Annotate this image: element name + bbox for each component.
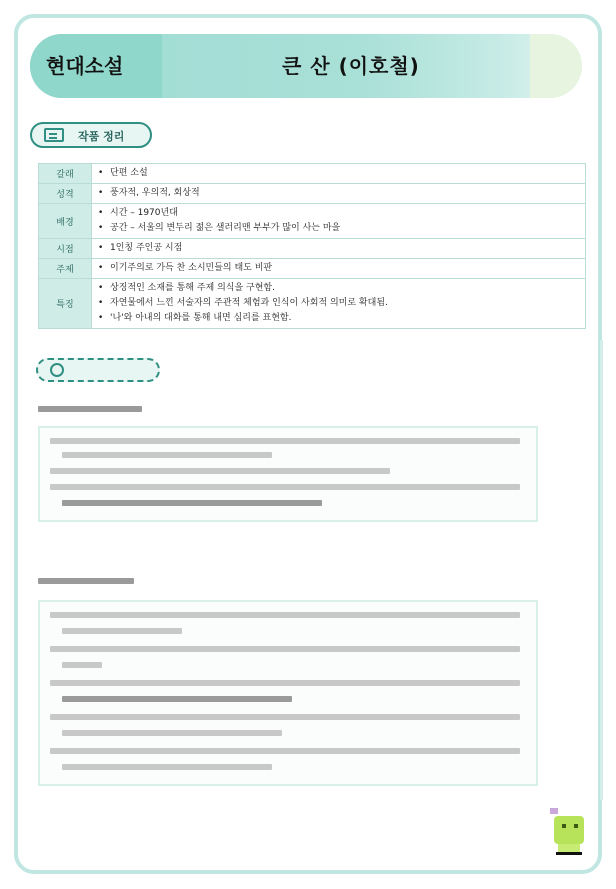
bullet-icon: • bbox=[98, 298, 104, 308]
summary-row-label: 특징 bbox=[39, 279, 92, 329]
summary-item-text: 자연물에서 느낀 서술자의 주관적 체험과 인식이 사회적 의미로 확대됨. bbox=[110, 298, 388, 308]
summary-row-label: 배경 bbox=[39, 204, 92, 239]
summary-item bbox=[98, 186, 579, 201]
bullet-icon: • bbox=[98, 188, 104, 198]
summary-item bbox=[98, 241, 579, 256]
section-heading bbox=[30, 122, 152, 148]
summary-item bbox=[98, 296, 579, 311]
summary-row-value bbox=[92, 164, 586, 184]
blurred-subheading-2 bbox=[38, 578, 134, 584]
summary-row-value bbox=[92, 184, 586, 204]
summary-item bbox=[98, 281, 579, 296]
summary-row-value bbox=[92, 204, 586, 239]
summary-item-text: '나'와 아내의 대화를 통해 내면 심리를 표현함. bbox=[110, 313, 292, 323]
summary-row bbox=[39, 259, 586, 279]
summary-item bbox=[98, 206, 579, 221]
bullet-icon: • bbox=[98, 223, 104, 233]
gear-icon bbox=[50, 363, 64, 377]
work-title: 큰 산 (이호철) bbox=[282, 54, 420, 78]
summary-row-label: 갈래 bbox=[39, 164, 92, 184]
side-decoration bbox=[600, 340, 603, 800]
summary-row bbox=[39, 184, 586, 204]
summary-item-text: 시간 – 1970년대 bbox=[110, 208, 178, 218]
mascot-icon bbox=[544, 806, 592, 858]
summary-item-text: 상징적인 소재를 통해 주제 의식을 구현함. bbox=[110, 283, 275, 293]
summary-row-label: 시점 bbox=[39, 239, 92, 259]
bullet-icon: • bbox=[98, 283, 104, 293]
summary-item-text: 공간 – 서울의 변두리 젊은 샐러리맨 부부가 많이 사는 마을 bbox=[110, 223, 341, 233]
summary-table bbox=[38, 163, 586, 329]
summary-item-text: 단편 소설 bbox=[110, 168, 148, 178]
bullet-icon: • bbox=[98, 208, 104, 218]
bullet-icon: • bbox=[98, 313, 104, 323]
summary-row-value bbox=[92, 259, 586, 279]
summary-item bbox=[98, 261, 579, 276]
summary-row bbox=[39, 279, 586, 329]
summary-row-label: 성격 bbox=[39, 184, 92, 204]
bullet-icon: • bbox=[98, 243, 104, 253]
summary-item-text: 풍자적, 우의적, 회상적 bbox=[110, 188, 200, 198]
summary-row-value bbox=[92, 239, 586, 259]
notepad-icon bbox=[44, 128, 64, 142]
section-heading-label: 작품 정리 bbox=[78, 130, 125, 143]
blurred-box-2 bbox=[38, 600, 538, 786]
summary-item bbox=[98, 166, 579, 181]
category-label: 현대소설 bbox=[46, 54, 124, 78]
blurred-box-1 bbox=[38, 426, 538, 522]
summary-row-value bbox=[92, 279, 586, 329]
summary-row bbox=[39, 204, 586, 239]
blurred-section-heading bbox=[36, 358, 160, 382]
summary-item-text: 이기주의로 가득 찬 소시민들의 태도 비판 bbox=[110, 263, 273, 273]
bullet-icon: • bbox=[98, 263, 104, 273]
summary-item-text: 1인칭 주인공 시점 bbox=[110, 243, 183, 253]
summary-row bbox=[39, 164, 586, 184]
blurred-subheading bbox=[38, 406, 142, 412]
summary-row-label: 주제 bbox=[39, 259, 92, 279]
bullet-icon: • bbox=[98, 168, 104, 178]
summary-row bbox=[39, 239, 586, 259]
summary-item bbox=[98, 311, 579, 326]
summary-item bbox=[98, 221, 579, 236]
